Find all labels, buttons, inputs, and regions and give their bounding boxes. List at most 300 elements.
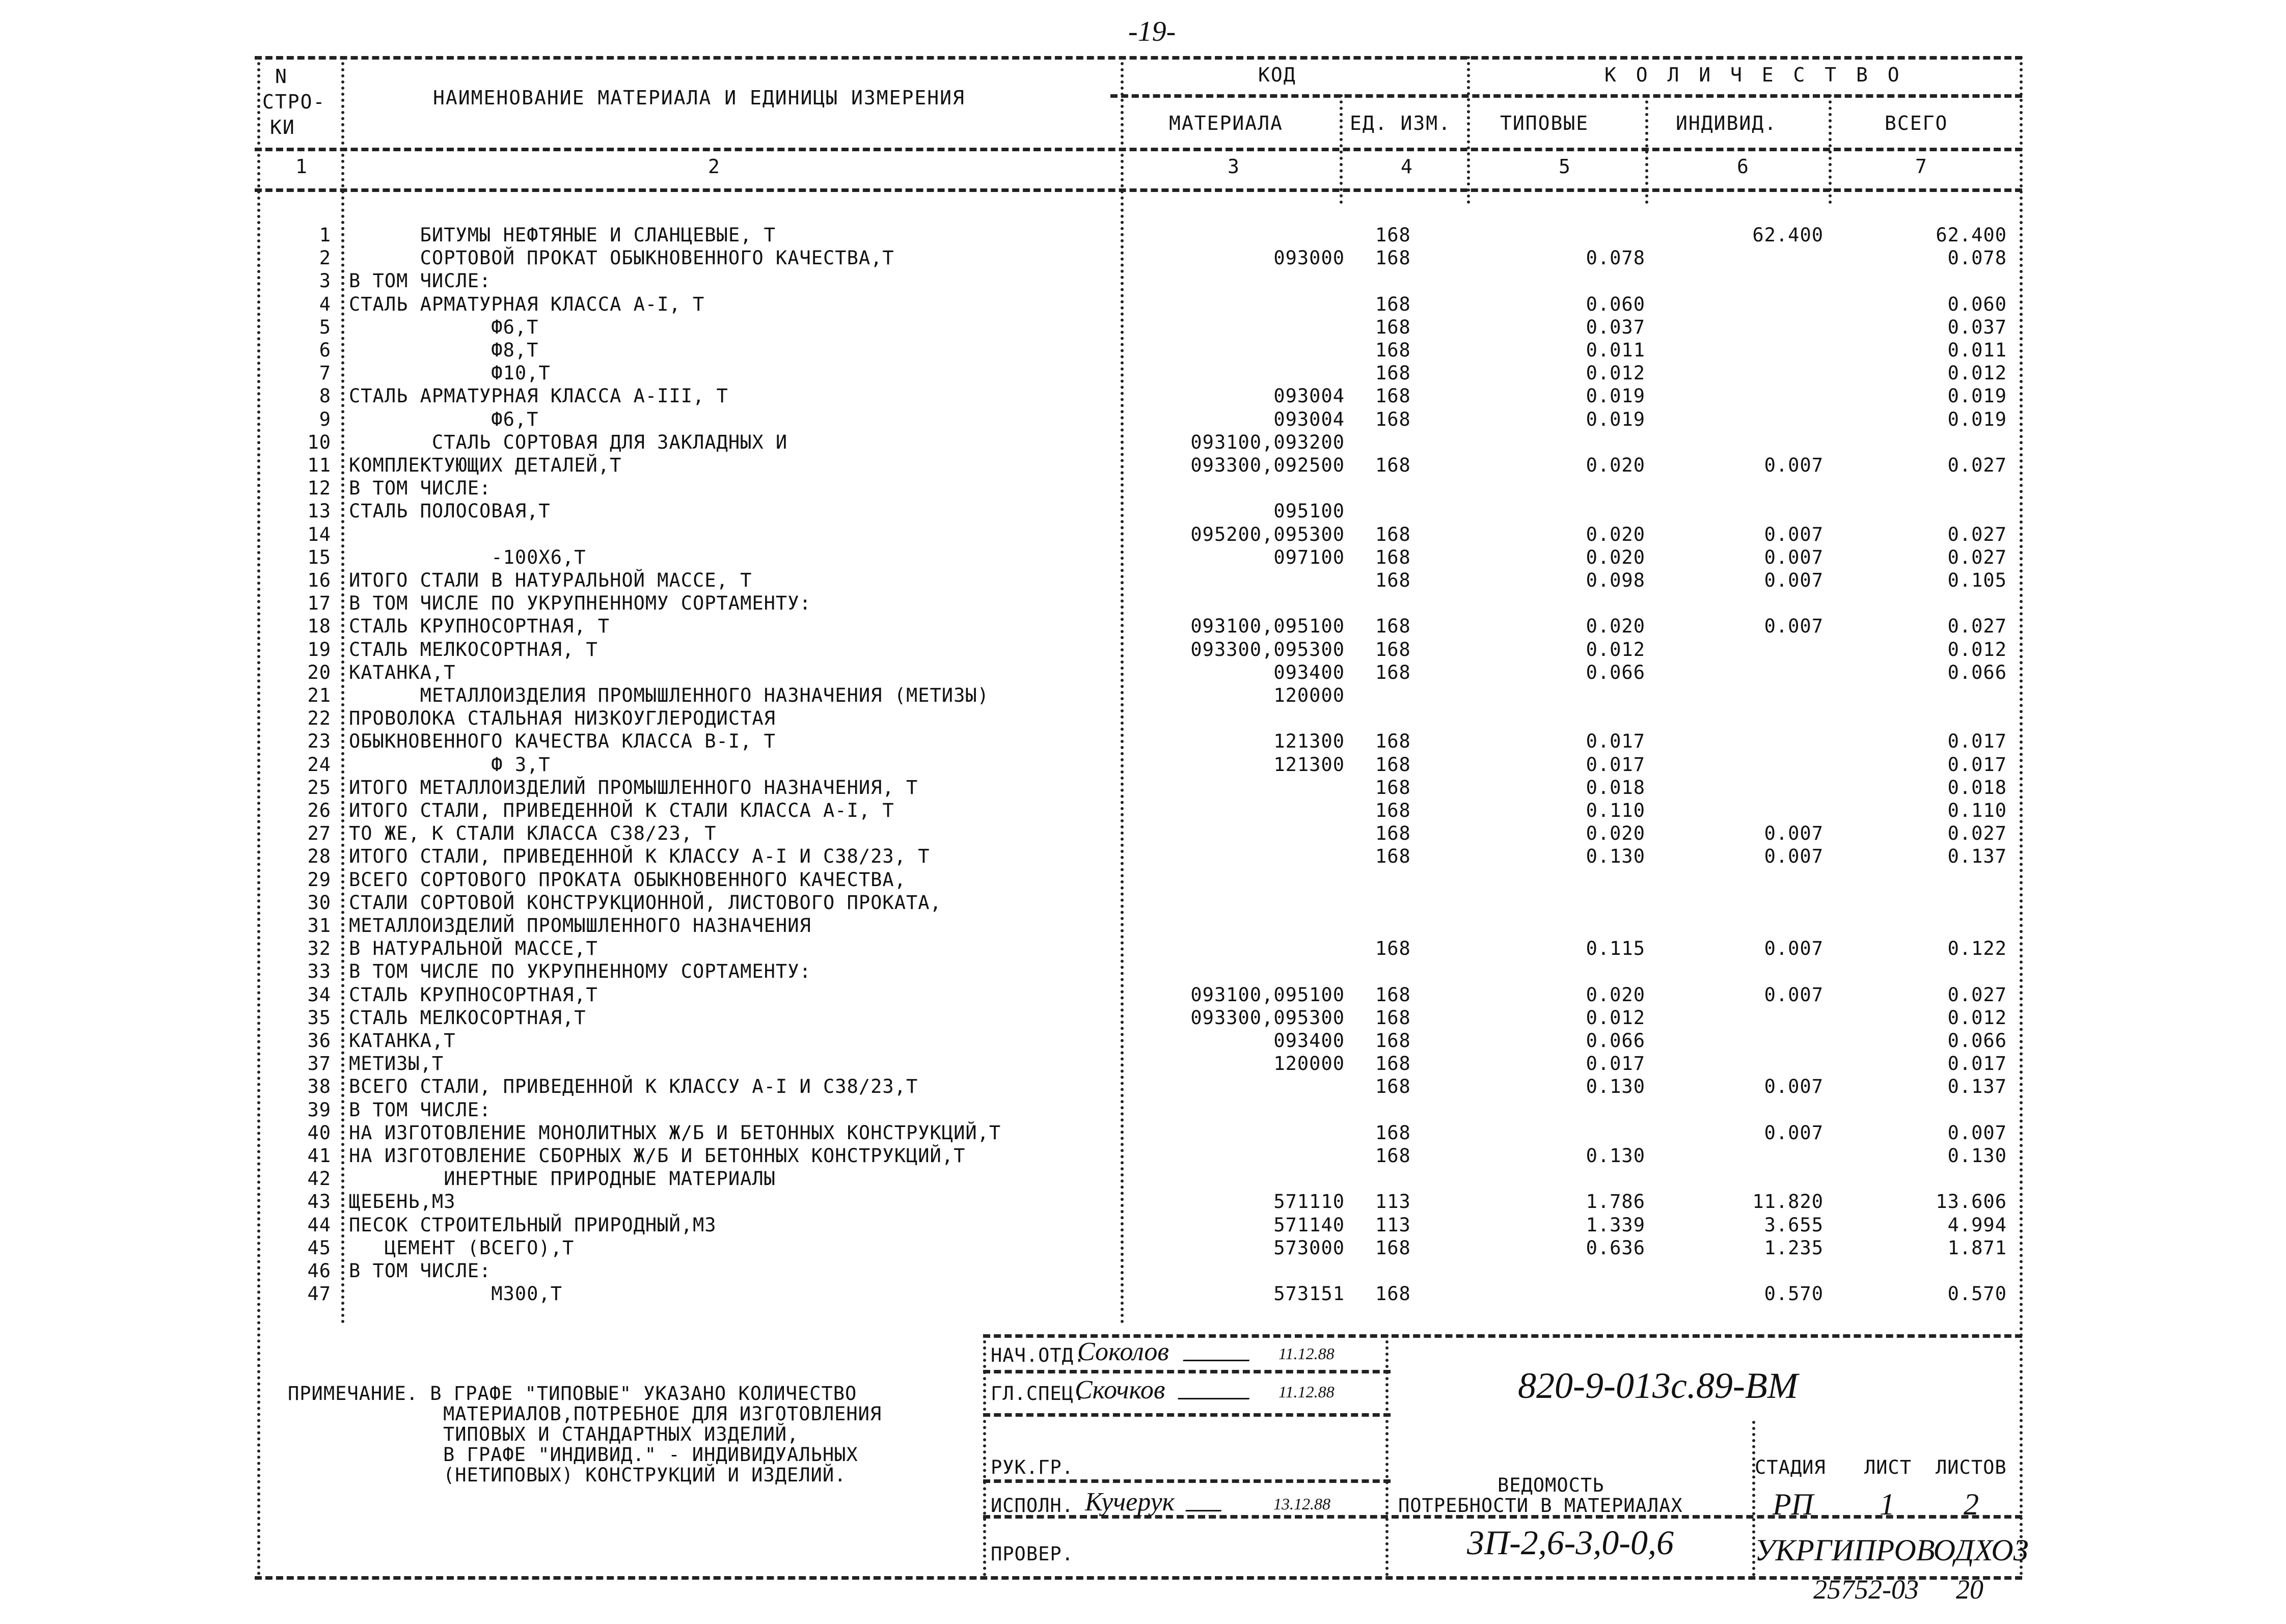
cell-row-number: 36 xyxy=(307,1030,331,1052)
cell-material-name: Ф6,Т xyxy=(349,408,539,430)
cell-material-code: 093300,095300 xyxy=(1190,638,1345,660)
cell-row-number: 43 xyxy=(307,1191,331,1213)
table-row xyxy=(0,431,2286,455)
stamp-date-nach-otd: 11.12.88 xyxy=(1278,1344,1335,1363)
stamp-label-stadia: СТАДИЯ xyxy=(1755,1456,1826,1478)
col-index-5: 5 xyxy=(1559,155,1571,178)
cell-material-name: МЕТАЛЛОИЗДЕЛИЙ ПРОМЫШЛЕННОГО НАЗНАЧЕНИЯ xyxy=(349,915,811,937)
cell-row-number: 44 xyxy=(307,1214,331,1236)
cell-typical: 0.020 xyxy=(1586,523,1645,545)
cell-total: 0.122 xyxy=(1947,938,2007,960)
cell-individual: 0.007 xyxy=(1764,983,1824,1006)
cell-material-name: ВСЕГО СОРТОВОГО ПРОКАТА ОБЫКНОВЕННОГО КАЧЕСТВА, xyxy=(349,868,906,891)
cell-material-name: В ТОМ ЧИСЛЕ: xyxy=(349,477,492,500)
separator-ind xyxy=(1829,94,1832,204)
cell-individual: 0.007 xyxy=(1764,822,1824,845)
cell-unit-code: 168 xyxy=(1375,247,1411,269)
cell-row-number: 37 xyxy=(307,1053,331,1075)
cell-material-name: М300,Т xyxy=(349,1283,562,1305)
cell-row-number: 13 xyxy=(307,500,331,522)
col-index-3: 3 xyxy=(1228,155,1240,178)
cell-unit-code: 168 xyxy=(1375,753,1411,776)
table-row xyxy=(0,316,2286,340)
document-title-1: ВЕДОМОСТЬ xyxy=(1498,1474,1604,1496)
cell-total: 62.400 xyxy=(1936,224,2007,246)
table-row xyxy=(0,477,2286,501)
header-individual: ИНДИВИД. xyxy=(1676,112,1778,134)
cell-unit-code: 168 xyxy=(1375,845,1411,868)
cell-total: 0.130 xyxy=(1947,1145,2007,1167)
cell-typical: 0.017 xyxy=(1586,753,1645,776)
stamp-label-listov: ЛИСТОВ xyxy=(1936,1456,2007,1478)
col-index-7: 7 xyxy=(1915,155,1928,178)
header-kod-unit: ЕД. ИЗМ. xyxy=(1350,112,1452,134)
cell-total: 0.060 xyxy=(1947,293,2007,315)
cell-unit-code: 168 xyxy=(1375,776,1411,799)
cell-material-code: 120000 xyxy=(1273,684,1345,706)
rule-bottom xyxy=(255,1576,2022,1580)
rule-header-bottom xyxy=(255,148,2022,151)
note-line-4: В ГРАФЕ "ИНДИВИД." - ИНДИВИДУАЛЬНЫХ xyxy=(443,1444,858,1466)
cell-row-number: 24 xyxy=(307,753,331,776)
cell-material-code: 571140 xyxy=(1273,1214,1345,1236)
archive-sheet: 20 xyxy=(1956,1574,1983,1605)
cell-typical: 0.098 xyxy=(1586,569,1645,591)
cell-unit-code: 113 xyxy=(1375,1214,1411,1236)
organization-name: УКРГИПРОВОДХОЗ xyxy=(1755,1533,2029,1567)
col-index-1: 1 xyxy=(295,155,308,178)
cell-material-name: Ф 3,Т xyxy=(349,753,551,776)
cell-row-number: 46 xyxy=(307,1260,331,1282)
cell-total: 0.027 xyxy=(1947,822,2007,845)
header-total: ВСЕГО xyxy=(1885,112,1948,134)
cell-material-name: В ТОМ ЧИСЛЕ: xyxy=(349,270,492,292)
cell-material-name: Ф10,Т xyxy=(349,362,551,384)
cell-total: 0.110 xyxy=(1947,800,2007,821)
cell-typical: 0.130 xyxy=(1586,1076,1645,1098)
cell-unit-code: 168 xyxy=(1375,1283,1411,1305)
cell-material-name: Ф8,Т xyxy=(349,339,539,361)
cell-unit-code: 168 xyxy=(1375,454,1411,476)
note-line-1: ПРИМЕЧАНИЕ. В ГРАФЕ "ТИПОВЫЕ" УКАЗАНО КОЛИЧЕСТВО xyxy=(288,1383,857,1405)
cell-row-number: 8 xyxy=(319,385,331,407)
header-kod-material: МАТЕРИАЛА xyxy=(1169,112,1283,134)
cell-total: 4.994 xyxy=(1947,1214,2007,1236)
page-number: -19- xyxy=(1128,16,1176,47)
table-row xyxy=(0,730,2286,754)
header-num-1: N xyxy=(275,65,288,88)
separator-stamp-mid xyxy=(1385,1334,1389,1576)
table-row xyxy=(0,224,2286,247)
cell-total: 0.066 xyxy=(1947,661,2007,683)
cell-total: 0.027 xyxy=(1947,546,2007,568)
cell-individual: 0.007 xyxy=(1764,615,1824,638)
table-row xyxy=(0,1030,2286,1053)
cell-row-number: 9 xyxy=(319,408,331,430)
cell-material-name: СТАЛЬ АРМАТУРНАЯ КЛАССА А-I, Т xyxy=(349,293,705,315)
cell-material-name: ПЕСОК СТРОИТЕЛЬНЫЙ ПРИРОДНЫЙ,М3 xyxy=(349,1214,717,1236)
cell-material-name: ТО ЖЕ, К СТАЛИ КЛАССА С38/23, Т xyxy=(349,822,717,845)
header-kolichestvo: К О Л И Ч Е С Т В О xyxy=(1604,64,1903,86)
stamp-label-list: ЛИСТ xyxy=(1864,1456,1912,1478)
cell-unit-code: 113 xyxy=(1375,1191,1411,1213)
cell-material-code: 093100,093200 xyxy=(1190,431,1345,453)
cell-total: 0.017 xyxy=(1947,730,2007,753)
cell-row-number: 31 xyxy=(307,915,331,937)
cell-row-number: 47 xyxy=(307,1283,331,1305)
cell-material-name: ВСЕГО СТАЛИ, ПРИВЕДЕННОЙ К КЛАССУ А-I И С38/23,Т xyxy=(349,1076,918,1098)
cell-material-code: 093400 xyxy=(1273,1030,1345,1052)
table-row xyxy=(0,339,2286,363)
separator-stamp-left xyxy=(983,1334,986,1576)
table-row xyxy=(0,546,2286,570)
cell-individual: 0.007 xyxy=(1764,546,1824,568)
table-row xyxy=(0,892,2286,915)
cell-material-name: МЕТАЛЛОИЗДЕЛИЯ ПРОМЫШЛЕННОГО НАЗНАЧЕНИЯ (МЕТИЗЫ) xyxy=(349,684,989,706)
cell-unit-code: 168 xyxy=(1375,1006,1411,1029)
table-row xyxy=(0,1260,2286,1283)
cell-typical: 0.636 xyxy=(1586,1236,1645,1259)
cell-material-name: В НАТУРАЛЬНОЙ МАССЕ,Т xyxy=(349,938,598,960)
cell-unit-code: 168 xyxy=(1375,822,1411,845)
cell-row-number: 39 xyxy=(307,1098,331,1121)
cell-row-number: 18 xyxy=(307,615,331,638)
cell-row-number: 21 xyxy=(307,684,331,706)
table-row xyxy=(0,408,2286,432)
table-row xyxy=(0,1007,2286,1030)
cell-material-name: ИТОГО МЕТАЛЛОИЗДЕЛИЙ ПРОМЫШЛЕННОГО НАЗНАЧЕНИЯ, Т xyxy=(349,776,918,799)
stamp-label-ruk-gr: РУК.ГР. xyxy=(991,1456,1074,1478)
cell-unit-code: 168 xyxy=(1375,1121,1411,1144)
cell-material-name: НА ИЗГОТОВЛЕНИЕ МОНОЛИТНЫХ Ж/Б И БЕТОННЫХ КОНСТРУКЦИЙ,Т xyxy=(349,1121,1001,1144)
cell-typical: 1.786 xyxy=(1586,1191,1645,1213)
table-row xyxy=(0,1145,2286,1168)
stamp-value-stadia: РП xyxy=(1773,1488,1813,1521)
cell-unit-code: 168 xyxy=(1375,638,1411,660)
stamp-label-gl-spec: ГЛ.СПЕЦ. xyxy=(991,1383,1086,1405)
cell-material-code: 121300 xyxy=(1273,753,1345,776)
cell-material-name: КАТАНКА,Т xyxy=(349,661,456,683)
cell-unit-code: 168 xyxy=(1375,408,1411,430)
cell-material-name: СТАЛЬ КРУПНОСОРТНАЯ, Т xyxy=(349,615,610,638)
project-code: 3П-2,6-3,0-0,6 xyxy=(1467,1523,1674,1562)
cell-material-code: 097100 xyxy=(1273,546,1345,568)
cell-material-name: СТАЛЬ МЕЛКОСОРТНАЯ,Т xyxy=(349,1006,586,1029)
table-row xyxy=(0,1168,2286,1191)
table-row xyxy=(0,938,2286,961)
stamp-value-list: 1 xyxy=(1880,1488,1895,1521)
cell-typical: 0.060 xyxy=(1586,293,1645,315)
col-index-4: 4 xyxy=(1401,155,1413,178)
table-row xyxy=(0,247,2286,270)
cell-typical: 0.066 xyxy=(1586,661,1645,683)
cell-material-code: 093100,095100 xyxy=(1190,615,1345,638)
table-row xyxy=(0,1237,2286,1260)
cell-row-number: 15 xyxy=(307,546,331,568)
cell-unit-code: 168 xyxy=(1375,661,1411,683)
cell-total: 0.105 xyxy=(1947,569,2007,591)
cell-unit-code: 168 xyxy=(1375,224,1411,246)
cell-unit-code: 168 xyxy=(1375,1236,1411,1259)
cell-material-name: ИТОГО СТАЛИ В НАТУРАЛЬНОЙ МАССЕ, Т xyxy=(349,569,752,591)
cell-typical: 0.017 xyxy=(1586,730,1645,753)
cell-material-name: ОБЫКНОВЕННОГО КАЧЕСТВА КЛАССА В-I, Т xyxy=(349,730,776,753)
table-row xyxy=(0,684,2286,708)
cell-material-name: СТАЛЬ МЕЛКОСОРТНАЯ, Т xyxy=(349,638,598,660)
note-line-5: (НЕТИПОВЫХ) КОНСТРУКЦИЙ И ИЗДЕЛИЙ. xyxy=(443,1464,847,1486)
cell-material-code: 093300,092500 xyxy=(1190,454,1345,476)
cell-row-number: 16 xyxy=(307,569,331,591)
cell-material-name: ЩЕБЕНЬ,М3 xyxy=(349,1191,456,1213)
cell-total: 0.018 xyxy=(1947,776,2007,799)
cell-unit-code: 168 xyxy=(1375,615,1411,638)
table-row xyxy=(0,454,2286,478)
cell-typical: 0.020 xyxy=(1586,454,1645,476)
header-name: НАИМЕНОВАНИЕ МАТЕРИАЛА И ЕДИНИЦЫ ИЗМЕРЕНИЯ xyxy=(433,87,965,109)
cell-unit-code: 168 xyxy=(1375,730,1411,753)
cell-typical: 0.037 xyxy=(1586,316,1645,338)
table-row xyxy=(0,1099,2286,1122)
cell-total: 0.017 xyxy=(1947,1053,2007,1075)
cell-total: 0.011 xyxy=(1947,339,2007,361)
cell-row-number: 32 xyxy=(307,938,331,960)
cell-material-code: 573000 xyxy=(1273,1236,1345,1259)
cell-individual: 0.007 xyxy=(1764,569,1824,591)
cell-material-name: В ТОМ ЧИСЛЕ: xyxy=(349,1098,492,1121)
rule-top xyxy=(255,56,2022,60)
cell-material-name: КАТАНКА,Т xyxy=(349,1030,456,1052)
table-row xyxy=(0,1214,2286,1237)
cell-unit-code: 168 xyxy=(1375,293,1411,315)
cell-material-name: КОМПЛЕКТУЮЩИХ ДЕТАЛЕЙ,Т xyxy=(349,454,622,476)
cell-total: 13.606 xyxy=(1936,1191,2007,1213)
cell-typical: 0.012 xyxy=(1586,362,1645,384)
cell-material-code: 095200,095300 xyxy=(1190,523,1345,545)
cell-typical: 0.018 xyxy=(1586,776,1645,799)
stamp-label-nach-otd: НАЧ.ОТД. xyxy=(991,1344,1086,1366)
cell-total: 0.012 xyxy=(1947,362,2007,384)
cell-row-number: 2 xyxy=(319,247,331,269)
table-row xyxy=(0,639,2286,662)
table-row xyxy=(0,869,2286,892)
cell-typical: 0.012 xyxy=(1586,638,1645,660)
cell-typical: 0.130 xyxy=(1586,1145,1645,1167)
cell-unit-code: 168 xyxy=(1375,1076,1411,1098)
cell-typical: 0.020 xyxy=(1586,546,1645,568)
cell-row-number: 14 xyxy=(307,523,331,545)
header-num-2: СТРО- xyxy=(262,91,326,113)
cell-material-name: СТАЛЬ КРУПНОСОРТНАЯ,Т xyxy=(349,983,598,1006)
cell-row-number: 23 xyxy=(307,730,331,753)
cell-total: 0.027 xyxy=(1947,983,2007,1006)
table-row xyxy=(0,569,2286,593)
cell-total: 0.019 xyxy=(1947,385,2007,407)
stamp-name-nach-otd: Соколов xyxy=(1077,1337,1169,1366)
table-row xyxy=(0,362,2286,386)
table-row xyxy=(0,1076,2286,1099)
rule-stamp-2 xyxy=(983,1413,1391,1417)
cell-row-number: 19 xyxy=(307,638,331,660)
cell-material-code: 093100,095100 xyxy=(1190,983,1345,1006)
cell-individual: 1.235 xyxy=(1764,1236,1824,1259)
cell-material-name: Ф6,Т xyxy=(349,316,539,338)
table-row xyxy=(0,385,2286,408)
cell-row-number: 38 xyxy=(307,1076,331,1098)
cell-material-name: НА ИЗГОТОВЛЕНИЕ СБОРНЫХ Ж/Б И БЕТОННЫХ КОНСТРУКЦИЙ,Т xyxy=(349,1145,966,1167)
note-line-2: МАТЕРИАЛОВ,ПОТРЕБНОЕ ДЛЯ ИЗГОТОВЛЕНИЯ xyxy=(443,1403,882,1425)
cell-material-name: СТАЛЬ ПОЛОСОВАЯ,Т xyxy=(349,500,551,522)
cell-row-number: 35 xyxy=(307,1006,331,1029)
cell-individual: 0.007 xyxy=(1764,1076,1824,1098)
cell-material-code: 093004 xyxy=(1273,385,1345,407)
table-row xyxy=(0,615,2286,639)
cell-individual: 11.820 xyxy=(1752,1191,1824,1213)
cell-material-name: В ТОМ ЧИСЛЕ ПО УКРУПНЕННОМУ СОРТАМЕНТУ: xyxy=(349,592,811,615)
cell-row-number: 11 xyxy=(307,454,331,476)
stamp-value-listov: 2 xyxy=(1964,1488,1979,1521)
table-row xyxy=(0,662,2286,685)
cell-unit-code: 168 xyxy=(1375,546,1411,568)
cell-material-code: 093000 xyxy=(1273,247,1345,269)
cell-individual: 0.007 xyxy=(1764,523,1824,545)
cell-total: 0.012 xyxy=(1947,638,2007,660)
cell-row-number: 28 xyxy=(307,845,331,868)
cell-material-name: СОРТОВОЙ ПРОКАТ ОБЫКНОВЕННОГО КАЧЕСТВА,Т xyxy=(349,247,894,269)
cell-total: 1.871 xyxy=(1947,1236,2007,1259)
table-row xyxy=(0,270,2286,293)
table-row xyxy=(0,777,2286,800)
cell-individual: 0.007 xyxy=(1764,454,1824,476)
cell-unit-code: 168 xyxy=(1375,1053,1411,1075)
cell-row-number: 17 xyxy=(307,592,331,615)
cell-material-name: СТАЛЬ СОРТОВАЯ ДЛЯ ЗАКЛАДНЫХ И xyxy=(349,431,788,453)
cell-row-number: 6 xyxy=(319,339,331,361)
cell-material-code: 093004 xyxy=(1273,408,1345,430)
stamp-label-ispoln: ИСПОЛН. xyxy=(991,1495,1074,1517)
cell-total: 0.012 xyxy=(1947,1006,2007,1029)
cell-unit-code: 168 xyxy=(1375,385,1411,407)
cell-material-code: 093400 xyxy=(1273,661,1345,683)
cell-row-number: 29 xyxy=(307,868,331,891)
cell-material-name: БИТУМЫ НЕФТЯНЫЕ И СЛАНЦЕВЫЕ, Т xyxy=(349,224,776,246)
separator-typ xyxy=(1645,94,1648,204)
cell-material-name: СТАЛИ СОРТОВОЙ КОНСТРУКЦИОННОЙ, ЛИСТОВОГО ПРОКАТА, xyxy=(349,891,942,914)
cell-unit-code: 168 xyxy=(1375,1030,1411,1052)
header-num-3: КИ xyxy=(270,116,295,139)
table-row xyxy=(0,822,2286,846)
cell-typical: 0.110 xyxy=(1586,800,1645,821)
document-code: 820-9-013с.89-ВМ xyxy=(1518,1365,1798,1406)
cell-row-number: 25 xyxy=(307,776,331,799)
archive-number: 25752-03 xyxy=(1813,1574,1919,1605)
document-title-2: ПОТРЕБНОСТИ В МАТЕРИАЛАХ xyxy=(1398,1495,1683,1517)
stamp-label-prover: ПРОВЕР. xyxy=(991,1543,1074,1565)
cell-unit-code: 168 xyxy=(1375,339,1411,361)
table-row xyxy=(0,800,2286,823)
cell-typical: 0.078 xyxy=(1586,247,1645,269)
cell-total: 0.570 xyxy=(1947,1283,2007,1305)
cell-row-number: 40 xyxy=(307,1121,331,1144)
signature-nach-otd xyxy=(1183,1339,1257,1361)
cell-material-code: 120000 xyxy=(1273,1053,1345,1075)
cell-unit-code: 168 xyxy=(1375,938,1411,960)
signature-gl-spec xyxy=(1178,1378,1257,1399)
cell-material-code: 571110 xyxy=(1273,1191,1345,1213)
note-line-3: ТИПОВЫХ И СТАНДАРТНЫХ ИЗДЕЛИЙ, xyxy=(443,1423,799,1445)
cell-unit-code: 168 xyxy=(1375,1145,1411,1167)
cell-typical: 0.019 xyxy=(1586,408,1645,430)
cell-unit-code: 168 xyxy=(1375,362,1411,384)
cell-row-number: 20 xyxy=(307,661,331,683)
cell-material-code: 093300,095300 xyxy=(1190,1006,1345,1029)
cell-material-name: В ТОМ ЧИСЛЕ ПО УКРУПНЕННОМУ СОРТАМЕНТУ: xyxy=(349,960,811,983)
cell-row-number: 33 xyxy=(307,960,331,983)
cell-total: 0.078 xyxy=(1947,247,2007,269)
cell-total: 0.066 xyxy=(1947,1030,2007,1052)
table-row xyxy=(0,293,2286,317)
cell-typical: 0.012 xyxy=(1586,1006,1645,1029)
cell-row-number: 26 xyxy=(307,800,331,821)
cell-row-number: 5 xyxy=(319,316,331,338)
table-row xyxy=(0,845,2286,869)
cell-row-number: 45 xyxy=(307,1236,331,1259)
col-index-2: 2 xyxy=(708,155,721,178)
cell-material-name: ИТОГО СТАЛИ, ПРИВЕДЕННОЙ К КЛАССУ А-I И С38/23, Т xyxy=(349,845,930,868)
cell-material-name: В ТОМ ЧИСЛЕ: xyxy=(349,1260,492,1282)
cell-material-name: ЦЕМЕНТ (ВСЕГО),Т xyxy=(349,1236,575,1259)
cell-row-number: 7 xyxy=(319,362,331,384)
cell-total: 0.007 xyxy=(1947,1121,2007,1144)
cell-row-number: 41 xyxy=(307,1145,331,1167)
cell-total: 0.137 xyxy=(1947,845,2007,868)
cell-individual: 0.570 xyxy=(1764,1283,1824,1305)
cell-unit-code: 168 xyxy=(1375,983,1411,1006)
cell-total: 0.027 xyxy=(1947,615,2007,638)
cell-material-name: ИТОГО СТАЛИ, ПРИВЕДЕННОЙ К СТАЛИ КЛАССА А-I, Т xyxy=(349,800,894,821)
table-row xyxy=(0,1191,2286,1214)
rule-stamp-1 xyxy=(983,1370,1391,1373)
table-row xyxy=(0,960,2286,984)
table-row xyxy=(0,1122,2286,1145)
cell-typical: 0.020 xyxy=(1586,822,1645,845)
cell-unit-code: 168 xyxy=(1375,569,1411,591)
cell-total: 0.137 xyxy=(1947,1076,2007,1098)
cell-material-code: 095100 xyxy=(1273,500,1345,522)
table-row xyxy=(0,524,2286,547)
cell-material-code: 121300 xyxy=(1273,730,1345,753)
header-kod: КОД xyxy=(1258,64,1296,86)
cell-material-name: -100Х6,Т xyxy=(349,546,586,568)
cell-material-name: ПРОВОЛОКА СТАЛЬНАЯ НИЗКОУГЛЕРОДИСТАЯ xyxy=(349,707,776,730)
cell-individual: 3.655 xyxy=(1764,1214,1824,1236)
cell-total: 0.027 xyxy=(1947,523,2007,545)
cell-row-number: 1 xyxy=(319,224,331,246)
table-row xyxy=(0,500,2286,524)
table-row xyxy=(0,984,2286,1007)
cell-typical: 0.115 xyxy=(1586,938,1645,960)
cell-material-name: СТАЛЬ АРМАТУРНАЯ КЛАССА А-III, Т xyxy=(349,385,728,407)
cell-typical: 0.020 xyxy=(1586,615,1645,638)
cell-unit-code: 168 xyxy=(1375,523,1411,545)
cell-total: 0.017 xyxy=(1947,753,2007,776)
separator-unit xyxy=(1467,56,1470,204)
rule-indices-bottom xyxy=(255,188,2022,192)
cell-total: 0.037 xyxy=(1947,316,2007,338)
stamp-date-gl-spec: 11.12.88 xyxy=(1278,1383,1335,1401)
table-row xyxy=(0,754,2286,777)
table-row xyxy=(0,1053,2286,1076)
cell-individual: 62.400 xyxy=(1752,224,1824,246)
